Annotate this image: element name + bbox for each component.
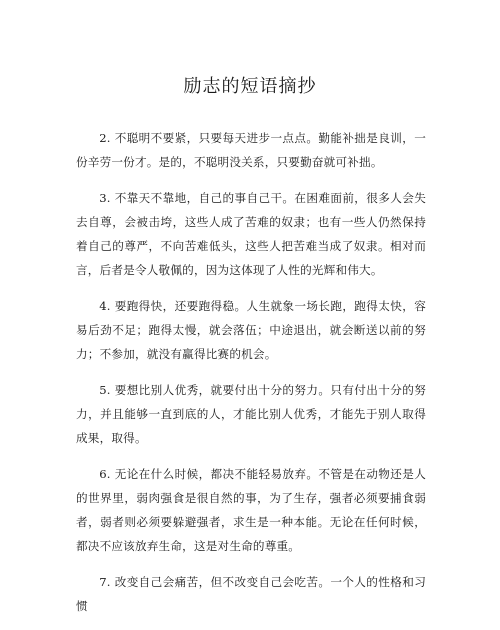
paragraph-4: 4. 要跑得快，还要跑得稳。人生就象一场长跑，跑得太快，容易后劲不足；跑得太慢，就会落伍；中途退出，就会断送以前的努力；不参加，就没有赢得比赛的机会。 <box>76 299 426 361</box>
paragraph-3: 3. 不靠天不靠地，自己的事自己干。在困难面前，很多人会失去自尊，会被击垮，这些人成了苦难的奴隶；也有一些人仍然保持着自己的尊严，不向苦难低头，这些人把苦难当成了奴隶。相对而言，后者是令人敬佩的，因为这体现了人性的光辉和伟大。 <box>76 191 426 277</box>
paragraph-6: 6. 无论在什么时候，都决不能轻易放弃。不管是在动物还是人的世界里，弱肉强食是很自然的事，为了生存，强者必须要捕食弱者，弱者则必须要躲避强者，求生是一种本能。无论在任何时候，都决不应该放弃生命，这是对生命的尊重。 <box>76 467 426 553</box>
document-title: 励志的短语摘抄 <box>183 76 317 97</box>
document-body <box>76 126 426 630</box>
paragraph-2: 2. 不聪明不要紧，只要每天进步一点点。勤能补拙是良训，一份辛劳一份才。是的，不聪明没关系，只要勤奋就可补拙。 <box>76 131 426 169</box>
paragraph-5: 5. 要想比别人优秀，就要付出十分的努力。只有付出十分的努力，并且能够一直到底的人，才能比别人优秀，才能先于别人取得成果，取得。 <box>76 383 426 445</box>
paragraph-7: 7. 改变自己会痛苦，但不改变自己会吃苦。一个人的性格和习惯 <box>76 575 426 613</box>
